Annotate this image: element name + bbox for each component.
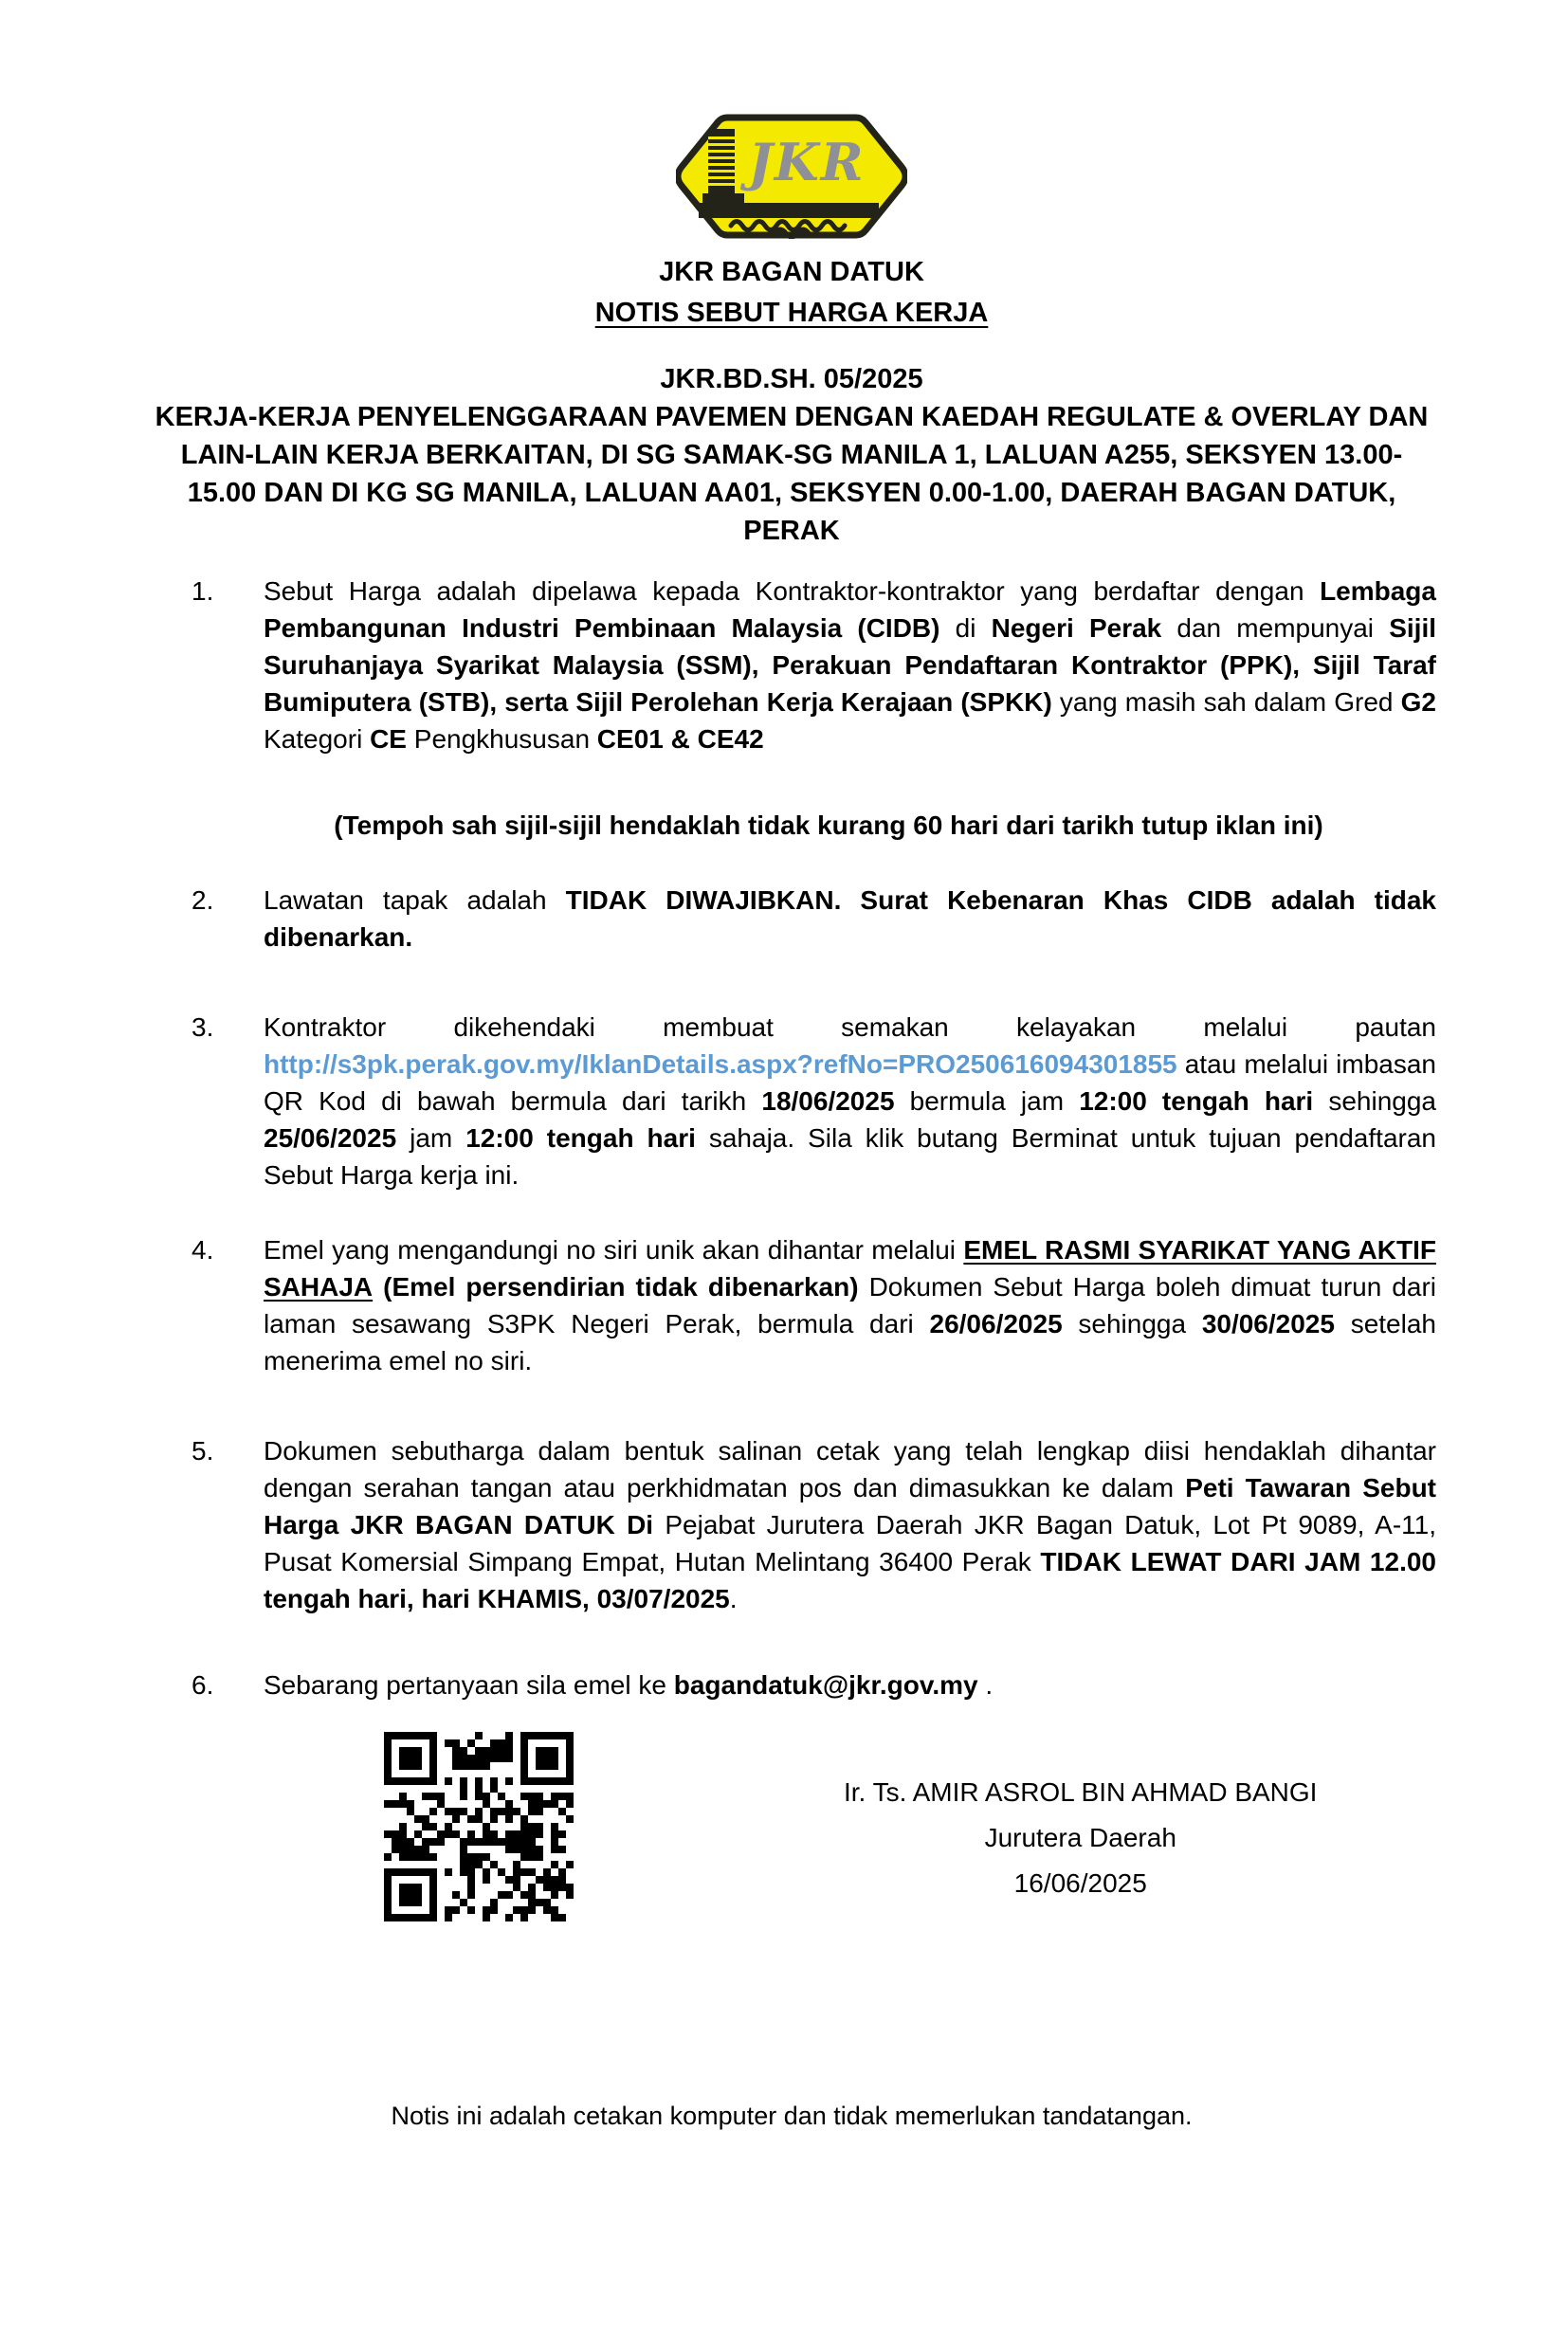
text-run: EMEL RASMI SYARIKAT YANG AKTIF SAHAJA [264,1235,1436,1302]
text-run: 26/06/2025 [929,1309,1063,1339]
text-run: CE [370,724,407,754]
list-item [147,1009,1436,1193]
text-run: 12:00 tengah hari [465,1123,696,1153]
text-run: 30/06/2025 [1201,1309,1335,1339]
text-run: Sebarang pertanyaan sila emel ke [264,1670,674,1700]
text-run: di [939,613,992,643]
text-run: . [729,1584,738,1613]
qr-code [384,1732,574,1921]
text-run: atau melalui imbasan QR Kod di bawah bermula dari tarikh [264,1049,1436,1116]
text-run: yang masih sah dalam Gred [1051,687,1401,717]
text-run: . [977,1670,994,1700]
signature-date: 16/06/2025 [1013,1868,1147,1898]
text-run: Lawatan tapak adalah [264,885,566,915]
text-run: TIDAK DIWAJIBKAN. Surat Kebenaran Khas CIDB adalah tidak dibenarkan. [264,885,1437,952]
text-run: Lembaga Pembangunan Industri Pembinaan Malaysia (CIDB) [264,576,1436,643]
text-run: bermula jam [894,1086,1080,1116]
text-run: setelah menerima emel no siri. [264,1309,1436,1375]
text-run: Sebut Harga adalah dipelawa kepada Kontraktor-kontraktor yang berdaftar dengan [264,576,1321,606]
text-run: dan mempunyai [1161,613,1390,643]
item-number: 2. [191,885,214,915]
list-item [147,882,1436,956]
items-list [147,573,1436,1703]
text-run: 25/06/2025 [264,1123,397,1153]
text-run: G2 [1400,687,1436,717]
text-run: Emel yang mengandungi no siri unik akan dihantar melalui [264,1235,964,1265]
signatory-position: Jurutera Daerah [984,1823,1176,1852]
text-run: TIDAK LEWAT DARI JAM 12.00 tengah hari, hari KHAMIS, 03/07/2025 [264,1547,1436,1613]
jkr-logo [676,114,907,239]
item-number: 3. [191,1012,214,1042]
list-item [147,1666,1436,1703]
text-run [373,1272,383,1302]
item-text [264,1666,1436,1703]
qr-signature-row [147,1732,1436,1921]
text-run: sehingga [1062,1309,1202,1339]
item-text [264,1432,1436,1617]
jkr-logo-icon [676,114,907,239]
text-run: Dokumen sebutharga dalam bentuk salinan cetak yang telah lengkap diisi hendaklah dihantar dengan serahan tangan atau perkhidmatan pos dan dimasukkan ke dalam [264,1436,1436,1502]
text-run: Sijil Suruhanjaya Syarikat Malaysia (SSM), Perakuan Pendaftaran Kontraktor (PPK), Sijil Taraf Bumiputera (STB), serta Sijil Perolehan Kerja Kerajaan (SPKK) [264,613,1436,717]
list-item [147,1231,1436,1379]
hyperlink[interactable]: http://s3pk.perak.gov.my/IklanDetails.aspx?refNo=PRO250616094301855 [264,1049,1177,1079]
text-run: jam [396,1123,466,1153]
text-run: Peti Tawaran Sebut Harga JKR BAGAN DATUK Di [264,1473,1436,1539]
item-text [264,573,1436,757]
text-run: Pejabat Jurutera Daerah JKR Bagan Datuk, Lot Pt 9089, A-11, Pusat Komersial Simpang Empat, Hutan Melintang 36400 Perak [264,1510,1436,1576]
reference-number: JKR.BD.SH. 05/2025 [660,364,923,394]
text-run: 18/06/2025 [761,1086,895,1116]
list-item [147,1432,1436,1617]
text-run: Pengkhususan [406,724,597,754]
text-run: 12:00 tengah hari [1079,1086,1314,1116]
notice-document [0,114,1568,2132]
text-run: (Emel persendirian tidak dibenarkan) [383,1272,859,1302]
text-run: Kategori [264,724,371,754]
item-text [264,882,1436,956]
text-run: bagandatuk@jkr.gov.my [673,1670,978,1700]
text-run: Negeri Perak [991,613,1162,643]
item-text [264,1009,1436,1193]
item-number: 4. [191,1235,214,1265]
text-run: sahaja. Sila klik butang Berminat untuk tujuan pendaftaran Sebut Harga kerja ini. [264,1123,1436,1190]
logo-text: JKR [748,132,866,192]
item-number: 6. [191,1670,214,1700]
title-block [147,360,1436,550]
text-run: Dokumen Sebut Harga boleh dimuat turun dari laman sesawang S3PK Negeri Perak, bermula dari [264,1272,1436,1339]
item-text [264,1231,1436,1379]
text-run: CE01 & CE42 [596,724,764,754]
item-number: 1. [191,576,214,606]
list-item [147,573,1436,757]
text-run: sehingga [1313,1086,1436,1116]
signature-block [844,1770,1317,1906]
job-title: KERJA-KERJA PENYELENGGARAAN PAVEMEN DENGAN KAEDAH REGULATE & OVERLAY DAN LAIN-LAIN KERJA BERKAITAN, DI SG SAMAK-SG MANILA 1, LALUAN A255, SEKSYEN 13.00-15.00 DAN DI KG SG MANILA, LALUAN AA01, SEKSYEN 0.00-1.00, DAERAH BAGAN DATUK, PERAK [155,402,1429,546]
notice-type-title: NOTIS SEBUT HARGA KERJA [594,298,989,328]
footer-note: Notis ini adalah cetakan komputer dan tidak memerlukan tandatangan. [391,2102,1193,2130]
office-name: JKR BAGAN DATUK [659,257,924,287]
document-header [147,114,1436,334]
signatory-name: Ir. Ts. AMIR ASROL BIN AHMAD BANGI [844,1777,1318,1807]
item-number: 5. [191,1436,214,1466]
text-run: Kontraktor dikehendaki membuat semakan kelayakan melalui pautan [264,1012,1436,1042]
validity-note: (Tempoh sah sijil-sijil hendaklah tidak kurang 60 hari dari tarikh tutup iklan ini) [334,810,1323,840]
